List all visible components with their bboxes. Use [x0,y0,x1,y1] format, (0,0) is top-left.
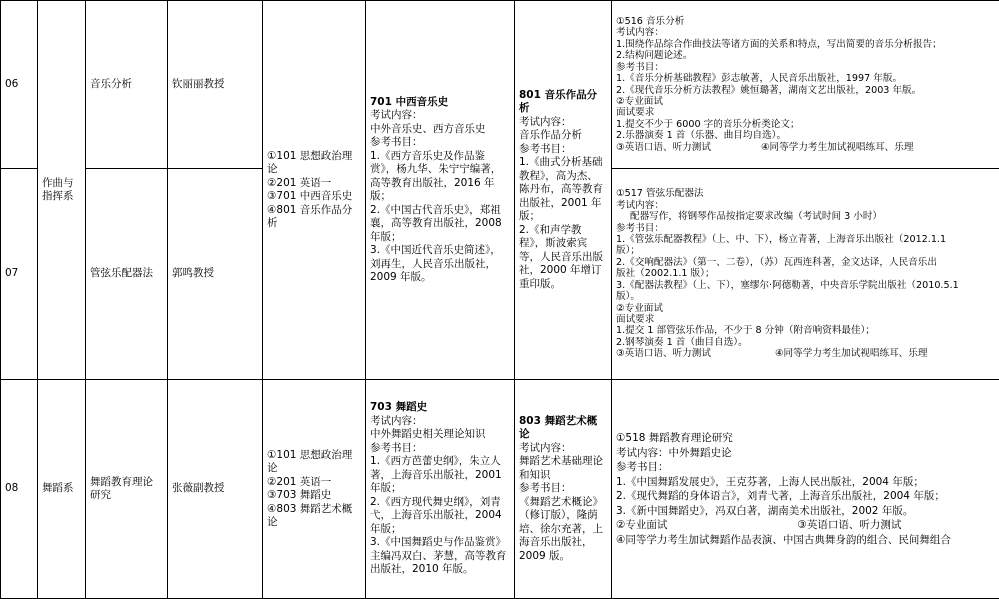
text-part: ④同等学力考生加试视唱练耳、乐理 [775,348,928,359]
text-line: 考试内容： [519,442,607,456]
text-line: 1.《管弦乐配器教程》（上、中、下），杨立青著，上海音乐出版社（2012.1.1 [616,234,995,245]
department: 舞蹈系 [38,380,86,599]
text-part: ②专业面试 [616,519,667,531]
text-part: ④同等学力考生加试视唱练耳、乐理 [761,142,914,153]
text-line: ①517 管弦乐配器法 [616,188,995,199]
exam-item: ③703 舞蹈史 [267,489,361,503]
text-line: 3.《新中国舞蹈史》，冯双白著，湖南美术出版社，2002 年版。 [616,504,995,519]
text-line: ②专业面试 [616,303,995,314]
row-id: 07 [1,169,38,380]
text-line: 参考书目： [370,136,510,150]
table-row [1,380,999,599]
text-line: 2.《现代音乐分析方法教程》姚恒璐著，湖南文艺出版社，2003 年版。 [616,85,995,96]
text-line: ①518 舞蹈教育理论研究 [616,431,995,446]
table-row [1,1,999,169]
subject1-references [366,1,515,380]
text-line: 考试内容： [370,109,510,123]
subject2-references [515,1,612,380]
text-part: ③英语口语、听力测试 [616,142,711,153]
exam-details [612,169,999,380]
supervisor: 钦丽丽教授 [168,1,263,169]
text-line: 参考书目： [519,143,607,157]
text-line: 2.《中国古代音乐史》，郑祖襄，高等教育出版社，2008 年版； [370,204,510,245]
text-line: 3.《配器法教程》（上、下），塞缪尔·阿德勒著，中央音乐学院出版社（2010.5.1 [616,280,995,291]
text-line: 参考书目： [616,460,995,475]
text-line: 考试内容： [616,27,995,38]
exam-subjects [263,1,366,380]
subject-title: 801 音乐作品分析 [519,89,607,116]
text-line: 1.提交不少于 6000 字的音乐分析类论文； [616,119,995,130]
text-line: 舞蹈艺术基础理论和知识 [519,455,607,482]
text-line: 2.《现代舞蹈的身体语言》，刘青弋著，上海音乐出版社，2004 年版； [616,489,995,504]
exam-item: ①101 思想政治理论 [267,449,361,476]
text-line: 1.围绕作品综合作曲技法等诸方面的关系和特点，写出简要的音乐分析报告； [616,39,995,50]
text-line [616,348,995,359]
text-line: 中外音乐史、西方音乐史 [370,123,510,137]
text-line [616,142,995,153]
text-line: 考试内容： [370,415,510,429]
text-line [616,518,995,533]
text-line: 音乐作品分析 [519,129,607,143]
text-line: 面试要求 [616,107,995,118]
subject2-references [515,380,612,599]
text-line: ②专业面试 [616,96,995,107]
subject-title: 803 舞蹈艺术概论 [519,415,607,442]
text-line: ①516 音乐分析 [616,16,995,27]
exam-item: ①101 思想政治理论 [267,150,361,177]
text-line: 考试内容：中外舞蹈史论 [616,446,995,461]
text-part: ③英语口语、听力测试 [797,519,901,531]
text-line: 1.《中国舞蹈发展史》，王克芬著，上海人民出版社，2004 年版； [616,475,995,490]
exam-item: ②201 英语一 [267,476,361,490]
row-id: 08 [1,380,38,599]
text-line: 2.《和声学教程》，斯波索宾等，人民音乐出版社，2000 年增订重印版。 [519,224,607,292]
text-line: 考试内容： [616,200,995,211]
research-direction: 舞蹈教育理论研究 [86,380,168,599]
text-line: 《舞蹈艺术概论》（修订版），隆荫培、徐尔充著，上海音乐出版社，2009 版。 [519,496,607,564]
supervisor: 张薇副教授 [168,380,263,599]
text-line: 1.提交 1 部管弦乐作品，不少于 8 分钟（附音响资料最佳）； [616,325,995,336]
subject-title: 701 中西音乐史 [370,96,510,110]
text-line: 1.《音乐分析基础教程》彭志敏著，人民音乐出版社，1997 年版。 [616,73,995,84]
subject-title: 703 舞蹈史 [370,401,510,415]
text-line: 2.钢琴演奏 1 首（曲目自选）。 [616,337,995,348]
text-line: 1.《西方芭蕾史纲》，朱立人著，上海音乐出版社，2001 年版； [370,455,510,496]
exam-subjects [263,380,366,599]
text-line: 3.《中国近代音乐史简述》，刘再生，人民音乐出版社，2009 年版。 [370,244,510,285]
text-line: 3.《中国舞蹈史与作品鉴赏》 主编冯双白、茅慧，高等教育出版社，2010 年版。 [370,536,510,577]
subject1-references [366,380,515,599]
supervisor: 郭鸣教授 [168,169,263,380]
text-line: 考试内容： [519,116,607,130]
exam-details [612,1,999,169]
exam-item: ④801 音乐作品分析 [267,204,361,231]
text-line: 配器写作，将钢琴作品按指定要求改编（考试时间 3 小时） [616,211,995,222]
research-direction: 音乐分析 [86,1,168,169]
row-id: 06 [1,1,38,169]
exam-item: ②201 英语一 [267,177,361,191]
research-direction: 管弦乐配器法 [86,169,168,380]
text-line: 版）； [616,245,995,256]
text-line: 2.结构问题论述。 [616,50,995,61]
text-line: 面试要求 [616,314,995,325]
exam-details [612,380,999,599]
exam-item: ④803 舞蹈艺术概论 [267,503,361,530]
text-line: 2.《交响配器法》（第一、二卷），（苏）瓦西连科著，金文达译，人民音乐出 [616,257,995,268]
text-line: 1.《曲式分析基础教程》，高为杰、陈丹布，高等教育出版社，2001 年版； [519,156,607,224]
department: 作曲与指挥系 [38,1,86,380]
text-line: 2.《西方现代舞史纲》，刘青弋，上海音乐出版社，2004 年版； [370,496,510,537]
exam-item: ③701 中西音乐史 [267,190,361,204]
text-line: 中外舞蹈史相关理论知识 [370,428,510,442]
text-line: 参考书目： [616,223,995,234]
text-line: 版）。 [616,291,995,302]
text-line: 参考书目： [370,442,510,456]
text-part: ③英语口语、听力测试 [616,348,711,359]
text-line: 参考书目： [616,62,995,73]
text-line: 参考书目： [519,482,607,496]
text-line: 1.《西方音乐史及作品鉴赏》，杨九华、朱宁宁编著，高等教育出版社，2016 年版； [370,150,510,204]
text-line: 2.乐器演奏 1 首（乐器、曲目均自选）。 [616,130,995,141]
text-line: 版社（2002.1.1 版）； [616,268,995,279]
text-line: ④同等学力考生加试舞蹈作品表演、中国古典舞身韵的组合、民间舞组合 [616,533,995,548]
